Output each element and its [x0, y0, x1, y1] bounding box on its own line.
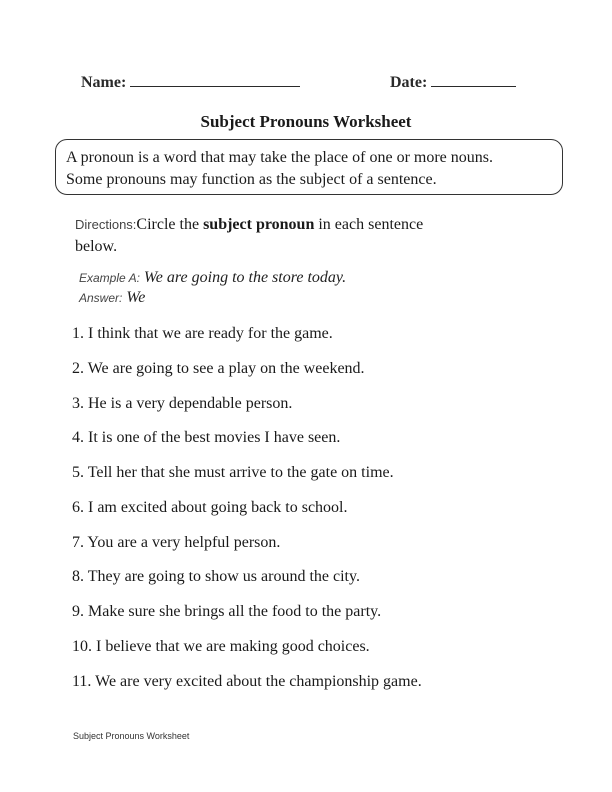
- page-title: Subject Pronouns Worksheet: [200, 112, 412, 131]
- name-field: [81, 72, 300, 92]
- date-field: [390, 72, 516, 92]
- sentence-item[interactable]: 3. He is a very dependable person.: [72, 395, 293, 412]
- definition-box: [55, 139, 563, 195]
- sentence-item[interactable]: 1. I think that we are ready for the game.: [72, 325, 333, 342]
- sentence-item[interactable]: 2. We are going to see a play on the weekend.: [72, 360, 365, 377]
- answer-label: Answer:: [79, 291, 123, 305]
- directions: [75, 214, 535, 258]
- sentence-item[interactable]: 6. I am excited about going back to school.: [72, 499, 348, 516]
- sentence-item[interactable]: 8. They are going to show us around the city.: [72, 568, 360, 585]
- sentence-item[interactable]: 9. Make sure she brings all the food to the party.: [72, 603, 382, 620]
- definition-line-1: A pronoun is a word that may take the place of one or more nouns.: [66, 149, 493, 166]
- answer-value: We: [126, 289, 146, 306]
- example-row: [79, 269, 346, 287]
- directions-label: Directions:: [75, 217, 137, 232]
- sentence-item[interactable]: 11. We are very excited about the championship game.: [72, 673, 422, 690]
- footer-text: Subject Pronouns Worksheet: [73, 731, 190, 741]
- definition-line-2: Some pronouns may function as the subject of a sentence.: [66, 171, 437, 188]
- example-sentence: We are going to the store today.: [143, 269, 347, 286]
- directions-text-after: in each sentence: [314, 216, 424, 233]
- sentence-item[interactable]: 10. I believe that we are making good choices.: [72, 638, 370, 655]
- directions-text-bold: subject pronoun: [203, 216, 315, 233]
- example-label: Example A:: [79, 271, 140, 285]
- directions-text-before: Circle the: [136, 216, 204, 233]
- name-blank[interactable]: [130, 72, 300, 87]
- directions-text-line2: below.: [75, 238, 118, 255]
- sentence-item[interactable]: 4. It is one of the best movies I have seen.: [72, 429, 341, 446]
- answer-row: [79, 289, 145, 307]
- name-label: Name:: [81, 74, 127, 91]
- sentence-item[interactable]: 7. You are a very helpful person.: [72, 534, 281, 551]
- date-label: Date:: [390, 74, 428, 91]
- sentence-item[interactable]: 5. Tell her that she must arrive to the gate on time.: [72, 464, 394, 481]
- date-blank[interactable]: [431, 72, 516, 87]
